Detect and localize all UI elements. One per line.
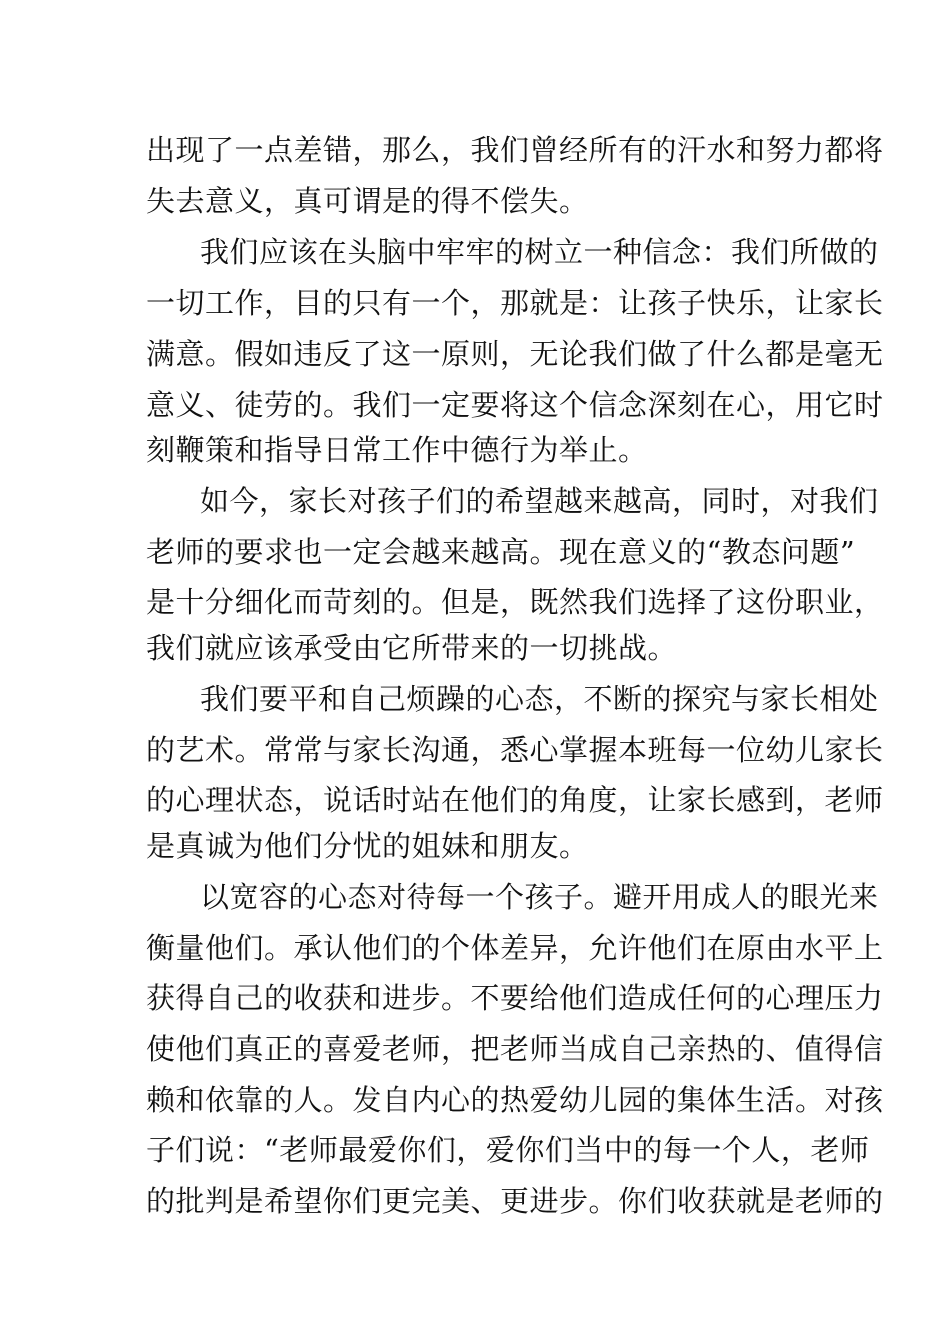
text-line: 是十分细化而苛刻的。但是，既然我们选择了这份职业， [146,585,884,619]
text-line: 意义、徒劳的。我们一定要将这个信念深刻在心，用它时 [146,388,884,422]
paragraph-first-line: 以宽容的心态对待每一个孩子。避开用成人的眼光来 [200,880,879,914]
paragraph-first-line: 如今，家长对孩子们的希望越来越高，同时，对我们 [200,484,879,518]
text-line: 刻鞭策和指导日常工作中德行为举止。 [146,433,648,467]
text-line: 的批判是希望你们更完美、更进步。你们收获就是老师的 [146,1184,884,1218]
text-line: 使他们真正的喜爱老师，把老师当成自己亲热的、值得信 [146,1032,884,1066]
text-line: 子们说：“老师最爱你们，爱你们当中的每一个人，老师 [146,1133,870,1167]
text-line: 我们就应该承受由它所带来的一切挑战。 [146,631,678,665]
text-line: 失去意义，真可谓是的得不偿失。 [146,184,589,218]
text-line: 的艺术。常常与家长沟通，悉心掌握本班每一位幼儿家长 [146,733,884,767]
text-line: 获得自己的收获和进步。不要给他们造成任何的心理压力 [146,981,884,1015]
text-line: 老师的要求也一定会越来越高。现在意义的“教态问题” [146,535,856,569]
text-line: 满意。假如违反了这一原则，无论我们做了什么都是毫无 [146,337,884,371]
text-line: 衡量他们。承认他们的个体差异，允许他们在原由水平上 [146,931,884,965]
paragraph-first-line: 我们要平和自己烦躁的心态，不断的探究与家长相处 [200,682,879,716]
text-line: 一切工作，目的只有一个，那就是：让孩子快乐，让家长 [146,286,884,320]
paragraph-first-line: 我们应该在头脑中牢牢的树立一种信念：我们所做的 [200,235,879,269]
text-line: 出现了一点差错，那么，我们曾经所有的汗水和努力都将 [146,133,884,167]
text-line: 是真诚为他们分忧的姐妹和朋友。 [146,829,589,863]
text-line: 赖和依靠的人。发自内心的热爱幼儿园的集体生活。对孩 [146,1083,884,1117]
text-line: 的心理状态，说话时站在他们的角度，让家长感到，老师 [146,783,884,817]
